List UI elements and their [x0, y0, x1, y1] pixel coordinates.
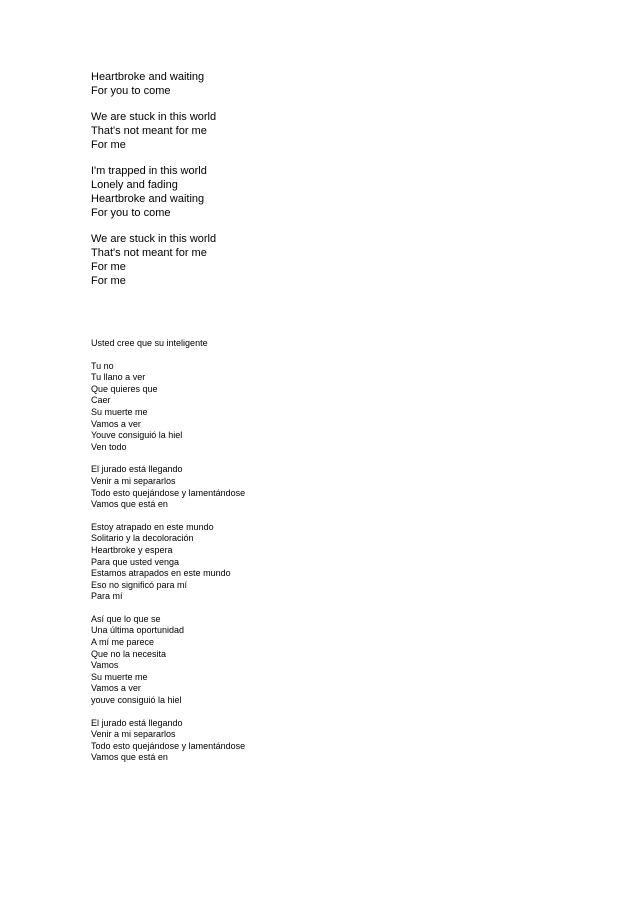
lyrics-line: Venir a mi separarlos: [91, 729, 176, 740]
lyrics-line: A mí me parece: [91, 637, 155, 648]
lyrics-line: Para mí: [91, 591, 123, 602]
lyrics-line: Todo esto quejándose y lamentándose: [91, 487, 246, 498]
lyrics-line: For me: [91, 275, 126, 287]
lyrics-line: Lonely and fading: [91, 179, 178, 191]
lyrics-line: Eso no significó para mí: [91, 579, 188, 590]
lyrics-line: youve consiguió la hiel: [91, 695, 182, 706]
lyrics-line: For me: [91, 261, 126, 273]
lyrics-line: Heartbroke y espera: [91, 544, 173, 555]
lyrics-stanza: [91, 70, 491, 98]
lyrics-line: Caer: [91, 395, 111, 406]
lyrics-line: Que no la necesita: [91, 648, 167, 659]
lyrics-line: Heartbroke and waiting: [91, 71, 205, 83]
lyrics-line: We are stuck in this world: [91, 233, 217, 245]
lyrics-stanza: [91, 718, 491, 764]
spanish-lyrics: [91, 338, 491, 775]
lyrics-line: Heartbroke and waiting: [91, 193, 205, 205]
lyrics-line: El jurado está llegando: [91, 717, 183, 728]
lyrics-line: Estoy atrapado en este mundo: [91, 521, 214, 532]
lyrics-line: I'm trapped in this world: [91, 165, 207, 177]
lyrics-line: We are stuck in this world: [91, 111, 217, 123]
lyrics-line: Vamos a ver: [91, 418, 141, 429]
lyrics-line: Una última oportunidad: [91, 625, 185, 636]
lyrics-line: El jurado está llegando: [91, 464, 183, 475]
lyrics-line: Que quieres que: [91, 383, 158, 394]
lyrics-stanza: [91, 614, 491, 707]
lyrics-line: Así que lo que se: [91, 613, 161, 624]
lyrics-stanza: [91, 232, 491, 288]
lyrics-line: That's not meant for me: [91, 125, 207, 137]
lyrics-line: Estamos atrapados en este mundo: [91, 568, 231, 579]
lyrics-line: Todo esto quejándose y lamentándose: [91, 740, 246, 751]
lyrics-stanza: [91, 464, 491, 510]
lyrics-line: Solitario y la decoloración: [91, 533, 194, 544]
lyrics-line: Su muerte me: [91, 406, 148, 417]
lyrics-line: Ven todo: [91, 441, 127, 452]
english-lyrics: [91, 70, 491, 300]
lyrics-line: Tu no: [91, 360, 114, 371]
lyrics-line: Vamos a ver: [91, 683, 141, 694]
lyrics-line: That's not meant for me: [91, 247, 207, 259]
lyrics-line: Vamos que está en: [91, 752, 168, 763]
lyrics-line: For you to come: [91, 85, 171, 97]
lyrics-line: Su muerte me: [91, 671, 148, 682]
lyrics-stanza: [91, 338, 491, 350]
lyrics-line: Vamos: [91, 660, 119, 671]
lyrics-line: Usted cree que su inteligente: [91, 338, 208, 348]
lyrics-stanza: [91, 164, 491, 220]
lyrics-line: Vamos que está en: [91, 499, 168, 510]
lyrics-line: Para que usted venga: [91, 556, 180, 567]
lyrics-line: Youve consiguió la hiel: [91, 430, 183, 441]
lyrics-line: For you to come: [91, 207, 171, 219]
lyrics-stanza: [91, 110, 491, 152]
lyrics-line: Tu llano a ver: [91, 372, 146, 383]
lyrics-stanza: [91, 522, 491, 603]
lyrics-stanza: [91, 361, 491, 454]
lyrics-line: Venir a mi separarlos: [91, 475, 176, 486]
lyrics-line: For me: [91, 139, 126, 151]
